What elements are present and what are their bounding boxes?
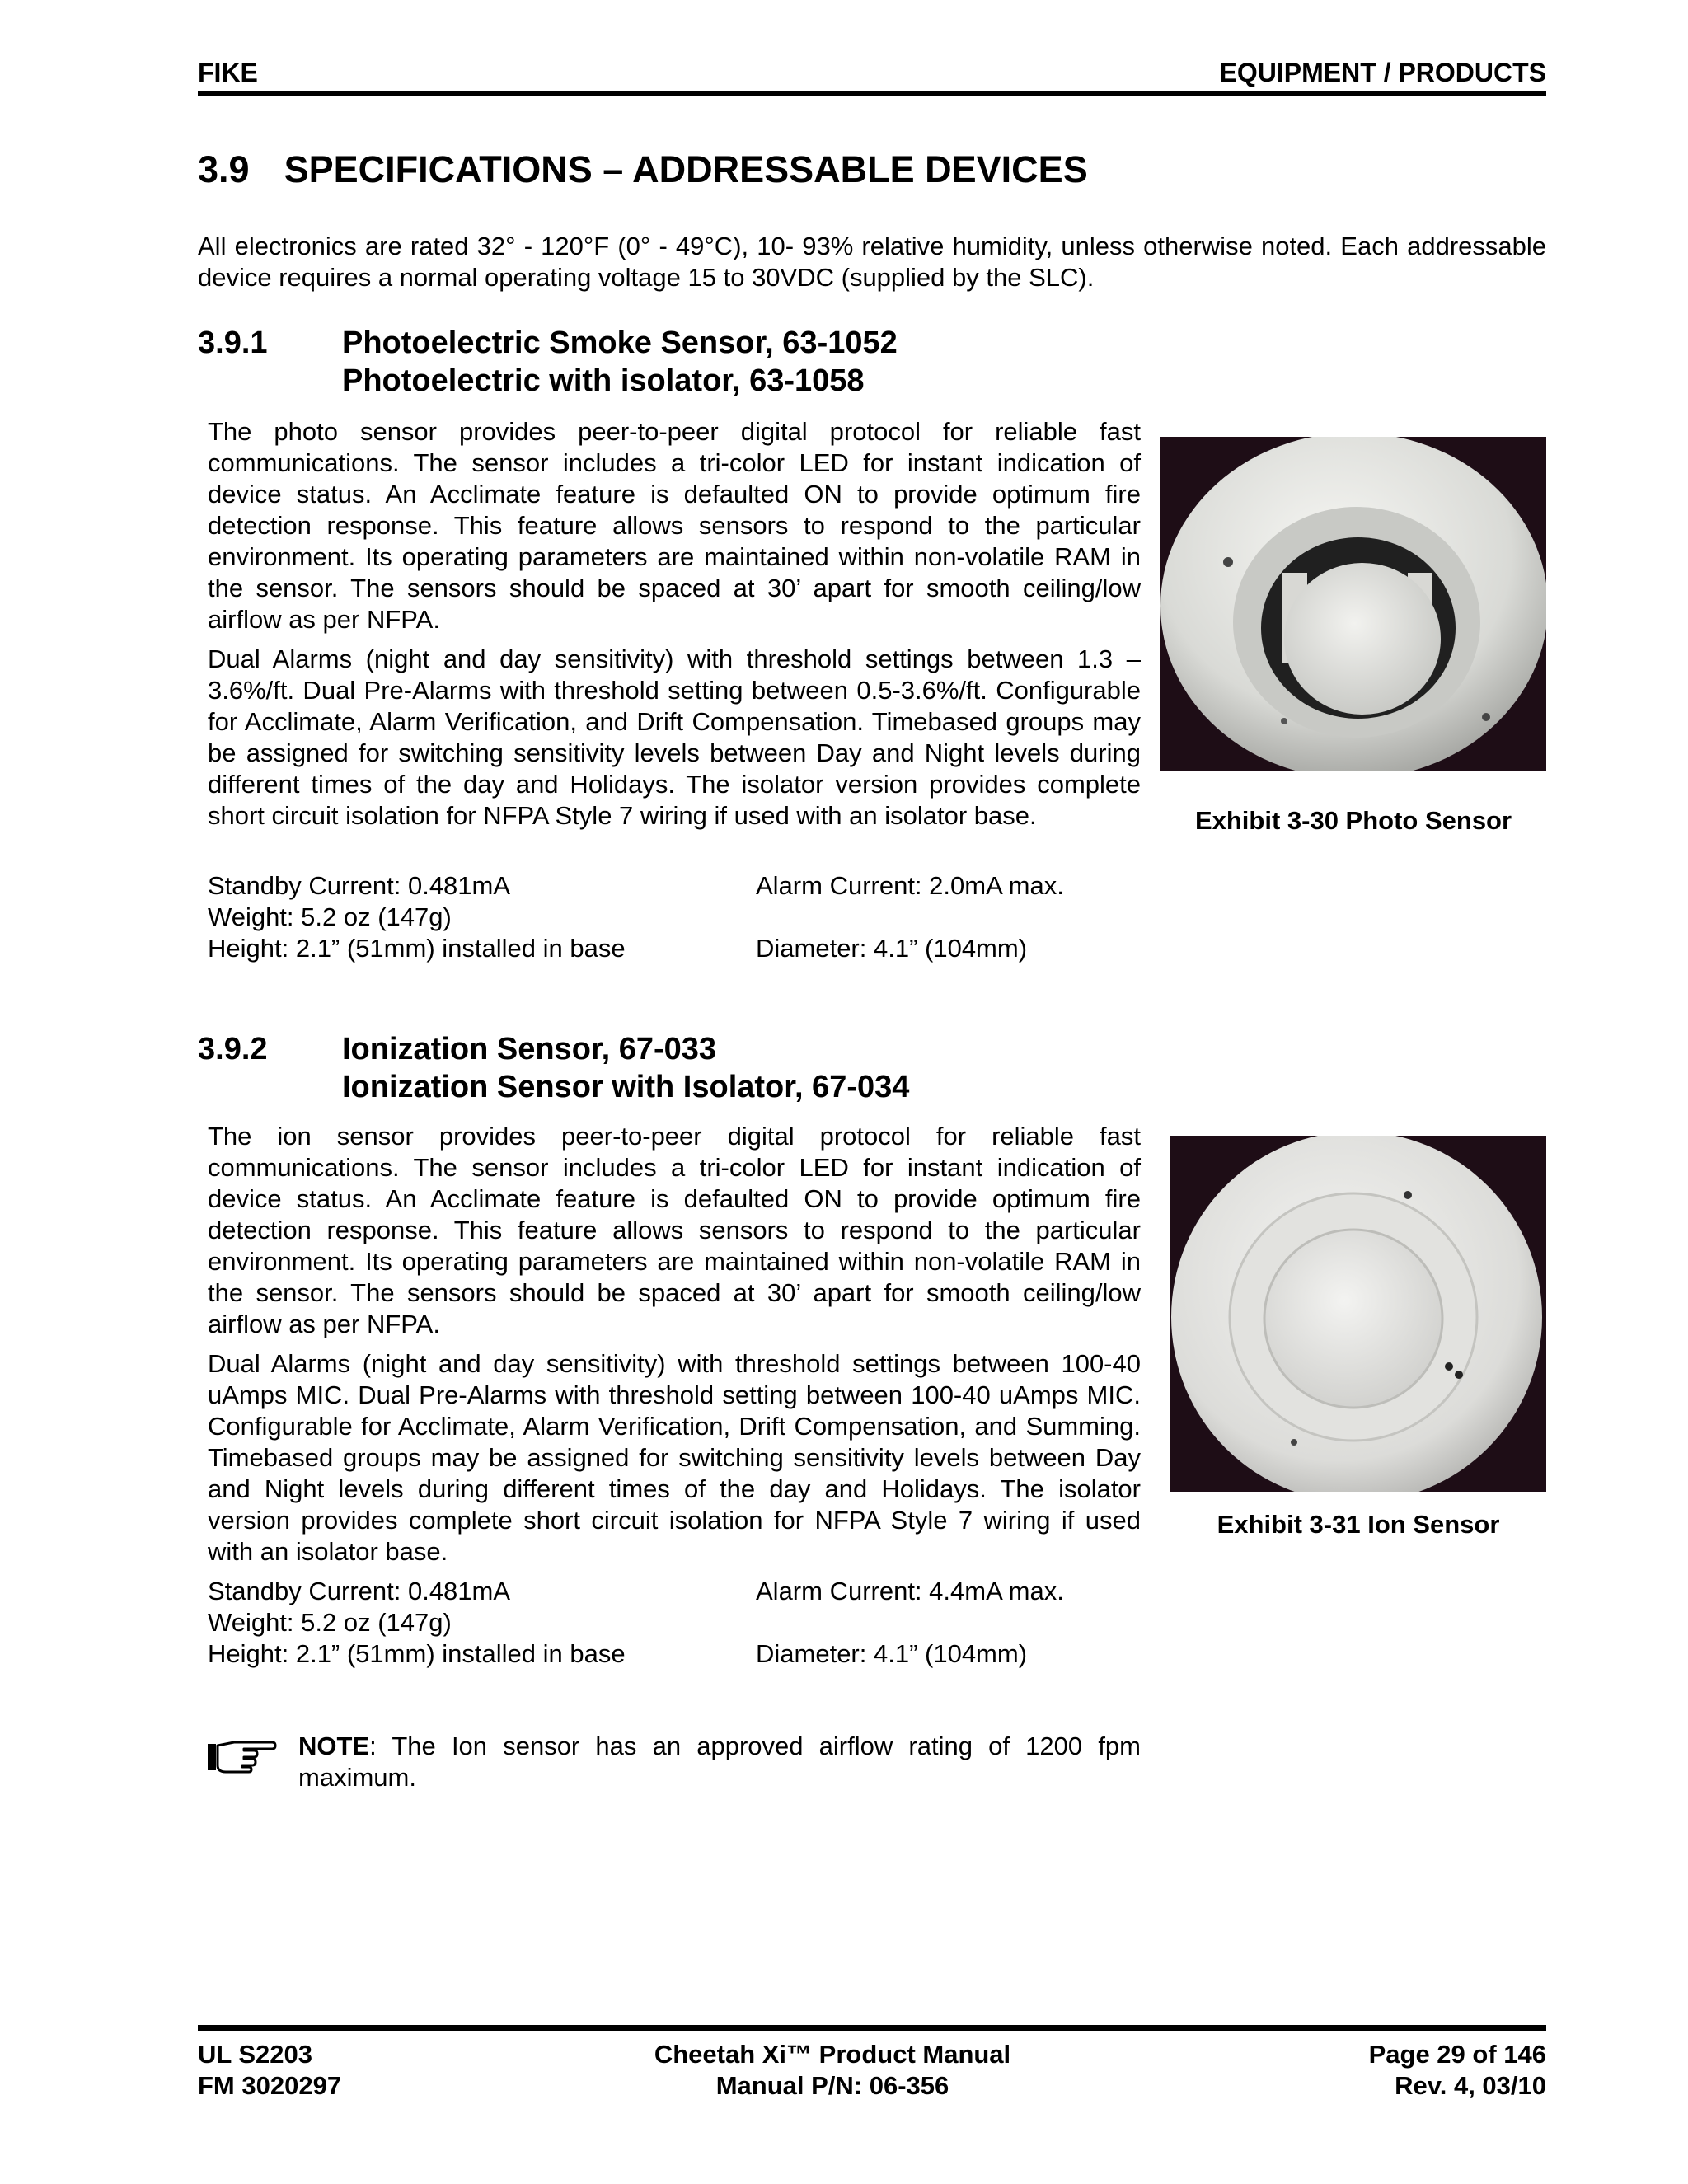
ion-height: Height: 2.1” (51mm) installed in base [208,1639,626,1668]
pointing-hand-icon [206,1732,277,1775]
note-text [298,1731,1141,1793]
footer-page-number: Page 29 of 146 [1368,2040,1546,2069]
footer-left [198,2039,341,2102]
photo-sensor-description: The photo sensor provides peer-to-peer digital protocol for reliable fast communications. The sensor includes a tri-color LED for instant indication of device status. An Acclimate feature is defaulted ON to provide optimum fire detection response. This feature allows sensors to respond to the particular environment. Its operating parameters are maintained within non-volatile RAM in the sensor. The sensors should be spaced at 30’ apart for smooth ceiling/low airflow as per NFPA. [208,417,1141,634]
ion-alarm-current: Alarm Current: 4.4mA max. [756,1577,1064,1605]
ion-sensor-image [1170,1136,1546,1492]
footer-ul-number: UL S2203 [198,2040,313,2069]
ion-sensor-description: The ion sensor provides peer-to-peer digital protocol for reliable fast communications. The sensor includes a tri-color LED for instant indication of device status. An Acclimate feature is defaulted ON to provide optimum fire detection response. This feature allows sensors to respond to the particular environment. Its operating parameters are maintained within non-volatile RAM in the sensor. The sensors should be spaced at 30’ apart for smooth ceiling/low airflow as per NFPA. [208,1122,1141,1338]
note-label: NOTE [298,1732,370,1760]
photo-sensor-title-line2: Photoelectric with isolator, 63-1058 [342,363,865,398]
ion-diameter: Diameter: 4.1” (104mm) [756,1639,1028,1668]
footer-rule [198,2025,1546,2031]
ion-standby-current: Standby Current: 0.481mA [208,1577,511,1605]
photo-alarm-current: Alarm Current: 2.0mA max. [756,871,1064,900]
section-title: SPECIFICATIONS – ADDRESSABLE DEVICES [284,148,1088,190]
section-intro: All electronics are rated 32° - 120°F (0° - 49°C), 10- 93% relative humidity, unless otherwise noted. Each addressable device requires a normal operating voltage 15 to 30VDC (supplied by the SLC). [198,232,1546,292]
photo-standby-current: Standby Current: 0.481mA [208,871,511,900]
section-number: 3.9 [198,148,250,190]
photo-weight: Weight: 5.2 oz (147g) [208,902,452,931]
footer-revision: Rev. 4, 03/10 [1395,2071,1546,2100]
note-body: : The Ion sensor has an approved airflow rating of 1200 fpm maximum. [298,1732,1141,1792]
header-rule [198,91,1546,96]
photo-height: Height: 2.1” (51mm) installed in base [208,934,626,963]
photo-diameter: Diameter: 4.1” (104mm) [756,934,1028,963]
photo-sensor-alarm-settings: Dual Alarms (night and day sensitivity) with threshold settings between 1.3 – 3.6%/ft. Dual Pre-Alarms with threshold setting between 0.5-3.6%/ft. Configurable for Acclimate, Alarm Verification, and Drift Compensation. Timebased groups may be assigned for switching sensitivity levels between Day and Night levels during different times of the day and Holidays. The isolator version provides complete short circuit isolation for NFPA Style 7 wiring if used with an isolator base. [208,644,1141,830]
ion-sensor-title-line1: Ionization Sensor, 67-033 [342,1032,717,1066]
ion-sensor-caption: Exhibit 3-31 Ion Sensor [1217,1510,1500,1539]
footer-center [577,2039,1088,2102]
photo-sensor-image [1160,437,1546,771]
ion-sensor-number: 3.9.2 [198,1032,268,1066]
ion-sensor-alarm-settings: Dual Alarms (night and day sensitivity) with threshold settings between 100-40 uAmps MIC. Dual Pre-Alarms with threshold setting between 100-40 uAmps MIC. Configurable for Acclimate, Alarm Verification, Drift Compensation, and Summing. Timebased groups may be assigned for switching sensitivity levels between Day and Night levels during different times of the day and Holidays. The isolator version provides complete short circuit isolation for NFPA Style 7 wiring if used with an isolator base. [208,1349,1141,1566]
ion-sensor-title-line2: Ionization Sensor with Isolator, 67-034 [342,1070,910,1104]
footer-right [1369,2039,1546,2102]
header-left: FIKE [198,58,258,87]
section-heading [198,148,1088,191]
header-right: EQUIPMENT / PRODUCTS [1219,58,1546,87]
photo-sensor-caption: Exhibit 3-30 Photo Sensor [1194,806,1512,835]
footer-manual-pn: Manual P/N: 06-356 [715,2071,950,2100]
footer-fm-number: FM 3020297 [198,2071,342,2100]
photo-sensor-title-line1: Photoelectric Smoke Sensor, 63-1052 [342,326,898,360]
ion-weight: Weight: 5.2 oz (147g) [208,1608,452,1637]
photo-sensor-number: 3.9.1 [198,326,268,360]
footer-manual-title: Cheetah Xi™ Product Manual [654,2040,1011,2069]
